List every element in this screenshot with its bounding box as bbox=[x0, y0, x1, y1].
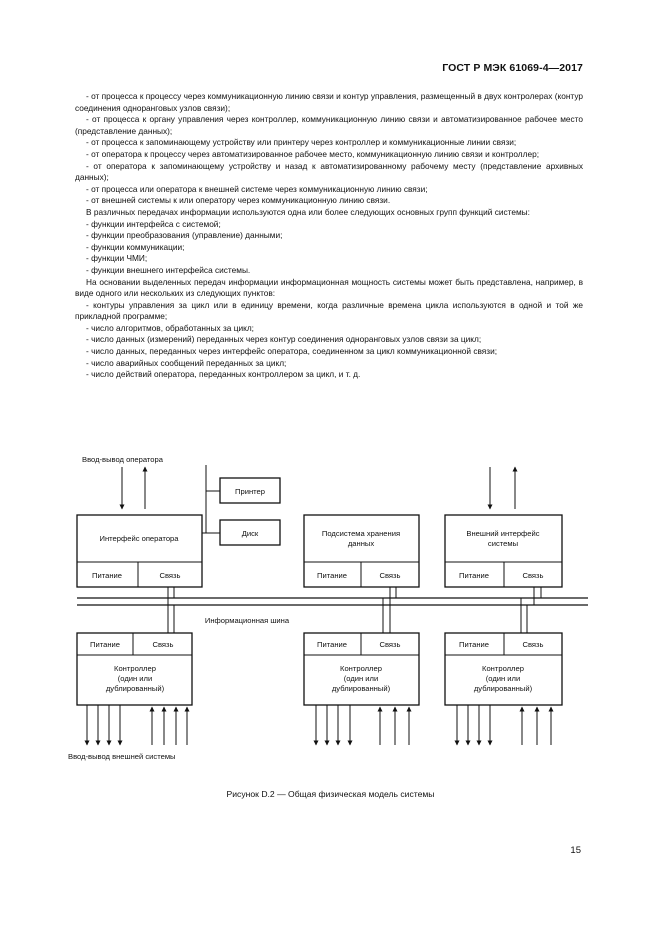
paragraph: - от процесса к процессу через коммуникационную линию связи и контур управления, размещенный в двух контролерах (контур соединения одноранговых узлов связи); bbox=[75, 91, 583, 113]
paragraph: - от оператора к запоминающему устройству и назад к автоматизированному рабочему месту (представление архивных данных); bbox=[75, 160, 583, 183]
page-number: 15 bbox=[570, 845, 581, 856]
controller-label-1: Контроллер bbox=[340, 664, 382, 673]
storage-label-2: данных bbox=[347, 539, 375, 548]
paragraph: - число данных (измерений) переданных через контур соединения одноранговых узлов связи за цикл; bbox=[86, 334, 482, 345]
operator-interface-label: Интерфейс оператора bbox=[99, 534, 179, 543]
paragraph: - от внешней системы к или оператору через коммуникационную линию связи. bbox=[86, 195, 391, 206]
controller-label-2: (один или bbox=[485, 674, 521, 683]
paragraph: - число алгоритмов, обработанных за цикл; bbox=[86, 322, 254, 333]
controller-label-2: (один или bbox=[117, 674, 153, 683]
controller-label-1: Контроллер bbox=[482, 664, 524, 673]
controller-label-3: дублированный) bbox=[105, 684, 165, 693]
paragraph: - число данных, переданных через интерфейс оператора, соединенном за цикл коммуникационной связи; bbox=[86, 346, 498, 357]
external-interface-label-1: Внешний интерфейс bbox=[466, 529, 540, 538]
paragraph: - функции ЧМИ; bbox=[86, 253, 148, 264]
power-label: Питание bbox=[317, 640, 347, 649]
external-interface-label-2: системы bbox=[487, 539, 519, 548]
paragraph: - функции интерфейса с системой; bbox=[86, 218, 221, 229]
paragraph: - функции преобразования (управление) данными; bbox=[86, 230, 283, 241]
figure-caption: Рисунок D.2 — Общая физическая модель системы bbox=[226, 789, 435, 799]
disk-label: Диск bbox=[241, 529, 259, 538]
system-diagram bbox=[60, 445, 600, 780]
controller-label-3: дублированный) bbox=[473, 684, 533, 693]
paragraph: - число аварийных сообщений переданных за цикл; bbox=[86, 357, 287, 368]
paragraph: - контуры управления за цикл или в единицу времени, когда различные времена цикла используются в одной и той же прикладной программе; bbox=[75, 299, 583, 322]
power-label: Питание bbox=[92, 571, 122, 580]
controller-label-3: дублированный) bbox=[331, 684, 391, 693]
paragraph: - от процесса к запоминающему устройству или принтеру через контроллер и коммуникационные линии связи; bbox=[86, 137, 517, 148]
bus-label: Информационная шина bbox=[204, 616, 290, 625]
controller-label-2: (один или bbox=[343, 674, 379, 683]
link-label: Связь bbox=[379, 571, 401, 580]
link-label: Связь bbox=[152, 640, 174, 649]
printer-label: Принтер bbox=[235, 487, 265, 496]
controller-label-1: Контроллер bbox=[114, 664, 156, 673]
paragraph: - число действий оператора, переданных контроллером за цикл, и т. д. bbox=[86, 369, 361, 380]
paragraph: - от процесса к органу управления через контроллер, коммуникационную линию связи и автоматизированное рабочее место (представление данных); bbox=[75, 114, 583, 136]
document-header: ГОСТ Р МЭК 61069-4—2017 bbox=[442, 62, 583, 74]
external-io-label: Ввод-вывод внешней системы bbox=[68, 752, 176, 761]
link-label: Связь bbox=[379, 640, 401, 649]
operator-io-label: Ввод-вывод оператора bbox=[82, 455, 163, 464]
paragraph: В различных передачах информации используются одна или более следующих основных групп функций системы: bbox=[86, 206, 530, 217]
power-label: Питание bbox=[459, 571, 489, 580]
power-label: Питание bbox=[90, 640, 120, 649]
body-text bbox=[75, 91, 583, 381]
paragraph: - от оператора к процессу через автоматизированное рабочее место, коммуникационную линию связи и контроллер; bbox=[86, 148, 540, 159]
power-label: Питание bbox=[459, 640, 489, 649]
paragraph: - функции внешнего интерфейса системы. bbox=[86, 264, 251, 275]
link-label: Связь bbox=[522, 571, 544, 580]
link-label: Связь bbox=[159, 571, 181, 580]
paragraph: На основании выделенных передач информации информационная мощность системы может быть представлена, например, в виде одного или нескольких из следующих пунктов: bbox=[75, 276, 583, 299]
power-label: Питание bbox=[317, 571, 347, 580]
paragraph: - функции коммуникации; bbox=[86, 241, 185, 252]
paragraph: - от процесса или оператора к внешней системе через коммуникационную линию связи; bbox=[86, 183, 428, 194]
storage-label-1: Подсистема хранения bbox=[321, 529, 401, 538]
link-label: Связь bbox=[522, 640, 544, 649]
